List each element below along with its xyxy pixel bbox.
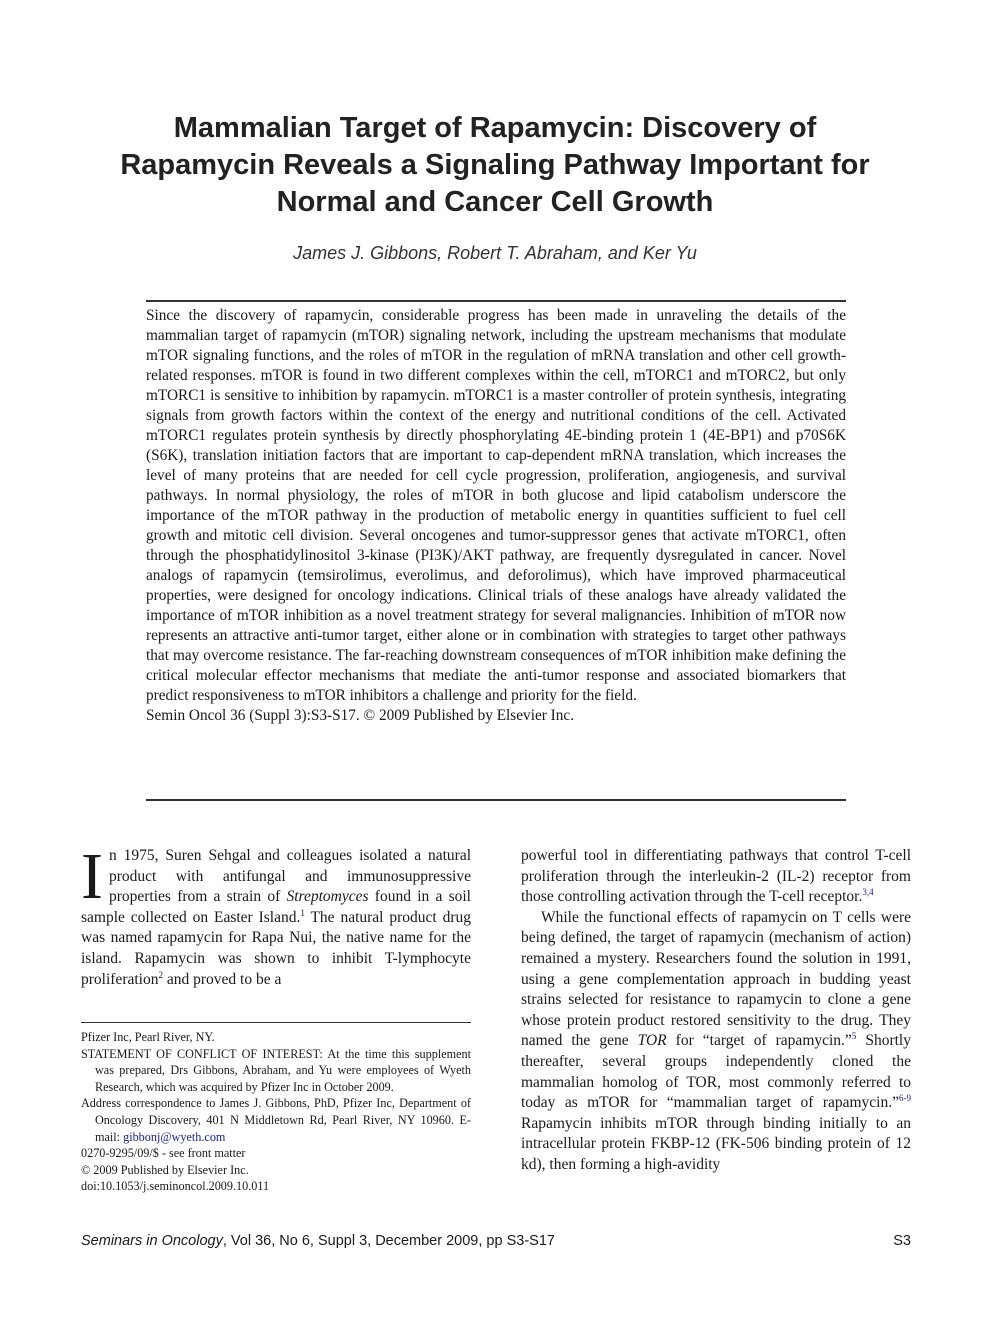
intro-paragraph: In 1975, Suren Sehgal and colleagues isolated a natural product with antifungal and immunosuppressive properties from a strain of Streptomyces found in a soil sample collected on Easter Island.$^1$ The natural product drug was named rapamycin for Rapa Nui, the native name for the island. Rapamycin was shown to inhibit T-lymphocyte proliferation$^2$ and proved to be a [81, 840, 471, 988]
conflict-statement: STATEMENT OF CONFLICT OF INTEREST: At the time this supplement was prepared, Drs Gibbons, Abraham, and Yu were employees of Wyeth Research, which was acquired by Pfizer Inc in October 2009. [81, 1046, 471, 1094]
abstract [146, 306, 846, 726]
citation-ref[interactable]: 2 [158, 969, 163, 980]
citation-ref[interactable]: 6-9 [899, 1093, 911, 1104]
body-paragraph: While the functional effects of rapamycin on T cells were being defined, the target of rapamycin (mechanism of action) remained a mystery. Researchers found the solution in 1991, using a gene complementation approach in budding yeast strains selected for resistance to rapamycin to clone a gene whose protein product restored sensitivity to the drug. They named the gene TOR for “target of rapamycin.”$^5$ Shortly thereafter, several groups independently cloned the mammalian homolog of TOR, most commonly referred to today as mTOR for “mammalian target of rapamycin.”$^{6-9}$ Rapamycin inhibits mTOR through binding initially to an intracellular protein FKBP-12 (FK-506 binding protein of 12 kd), then forming a high-avidity [521, 908, 911, 1173]
abstract-citation: Semin Oncol 36 (Suppl 3):S3-S17. © 2009 Published by Elsevier Inc. [146, 707, 575, 724]
article-title: Mammalian Target of Rapamycin: Discovery of Rapamycin Reveals a Signaling Pathway Important for Normal and Cancer Cell Growth [120, 112, 870, 218]
email-link[interactable]: gibbonj@wyeth.com [123, 1129, 226, 1144]
abstract-bottom-rule [146, 799, 846, 801]
abstract-text: Since the discovery of rapamycin, considerable progress has been made in unraveling the details of the mammalian target of rapamycin (mTOR) signaling network, including the upstream mechanisms that modulate mTOR signaling functions, and the roles of mTOR in the regulation of mRNA translation and other cell growth-related responses. mTOR is found in two different complexes within the cell, mTORC1 and mTORC2, but only mTORC1 is sensitive to inhibition by rapamycin. mTORC1 is a master controller of protein synthesis, integrating signals from growth factors within the context of the energy and nutritional conditions of the cell. Activated mTORC1 regulates protein synthesis by directly phosphorylating 4E-binding protein 1 (4E-BP1) and p70S6K (S6K), translation initiation factors that are important to cap-dependent mRNA translation, which increases the level of many proteins that are needed for cell cycle progression, proliferation, angiogenesis, and survival pathways. In normal physiology, the roles of mTOR in both glucose and lipid catabolism underscore the importance of the mTOR pathway in the production of metabolic energy in quantities sufficient to fuel cell growth and mitotic cell division. Several oncogenes and tumor-suppressor genes that activate mTORC1, often through the phosphatidylinositol 3-kinase (PI3K)/AKT pathway, are frequently dysregulated in cancer. Novel analogs of rapamycin (temsirolimus, everolimus, and deforolimus), which have improved pharmaceutical properties, were designed for oncology indications. Clinical trials of these analogs have already validated the importance of mTOR inhibition as a novel treatment strategy for several malignancies. Inhibition of mTOR now represents an attractive anti-tumor target, either alone or in combination with strategies to target other pathways that may overcome resistance. The far-reaching downstream consequences of mTOR inhibition make defining the critical molecular effector mechanisms that mediate the anti-tumor response and associated biomarkers that predict responsiveness to mTOR inhibitors a challenge and priority for the field. [146, 307, 846, 704]
body-right-column [521, 846, 911, 1176]
issn-line: 0270-9295/09/$ - see front matter [81, 1146, 246, 1161]
issue-details: , Vol 36, No 6, Suppl 3, December 2009, pp S3-S17 [222, 1233, 555, 1249]
journal-name: Seminars in Oncology [81, 1233, 223, 1249]
correspondence-address: Address correspondence to James J. Gibbons, PhD, Pfizer Inc, Department of Oncology Discovery, 401 N Middletown Rd, Pearl River, NY 10960. E-mail: gibbonj@wyeth.com [81, 1096, 471, 1144]
abstract-top-rule [146, 300, 846, 302]
body-left-column [81, 840, 471, 990]
copyright-line: © 2009 Published by Elsevier Inc. [81, 1162, 249, 1177]
body-paragraph: powerful tool in differentiating pathways that control T-cell proliferation through the interleukin-2 (IL-2) receptor from those controlling activation through the T-cell receptor.$^{3,4}$ [521, 847, 911, 906]
footnote-rule [81, 1022, 471, 1023]
running-footer [81, 1233, 555, 1249]
page-number: S3 [893, 1233, 911, 1249]
doi-line[interactable]: doi:10.1053/j.seminoncol.2009.10.011 [81, 1179, 270, 1194]
citation-ref[interactable]: 5 [851, 1031, 857, 1042]
citation-ref[interactable]: 3,4 [862, 887, 874, 898]
affiliation: Pfizer Inc, Pearl River, NY. [81, 1030, 215, 1044]
footnotes [81, 1029, 471, 1195]
citation-ref[interactable]: 1 [300, 907, 305, 918]
drop-cap: I [81, 840, 103, 913]
author-list: James J. Gibbons, Robert T. Abraham, and Ker Yu [293, 243, 697, 263]
